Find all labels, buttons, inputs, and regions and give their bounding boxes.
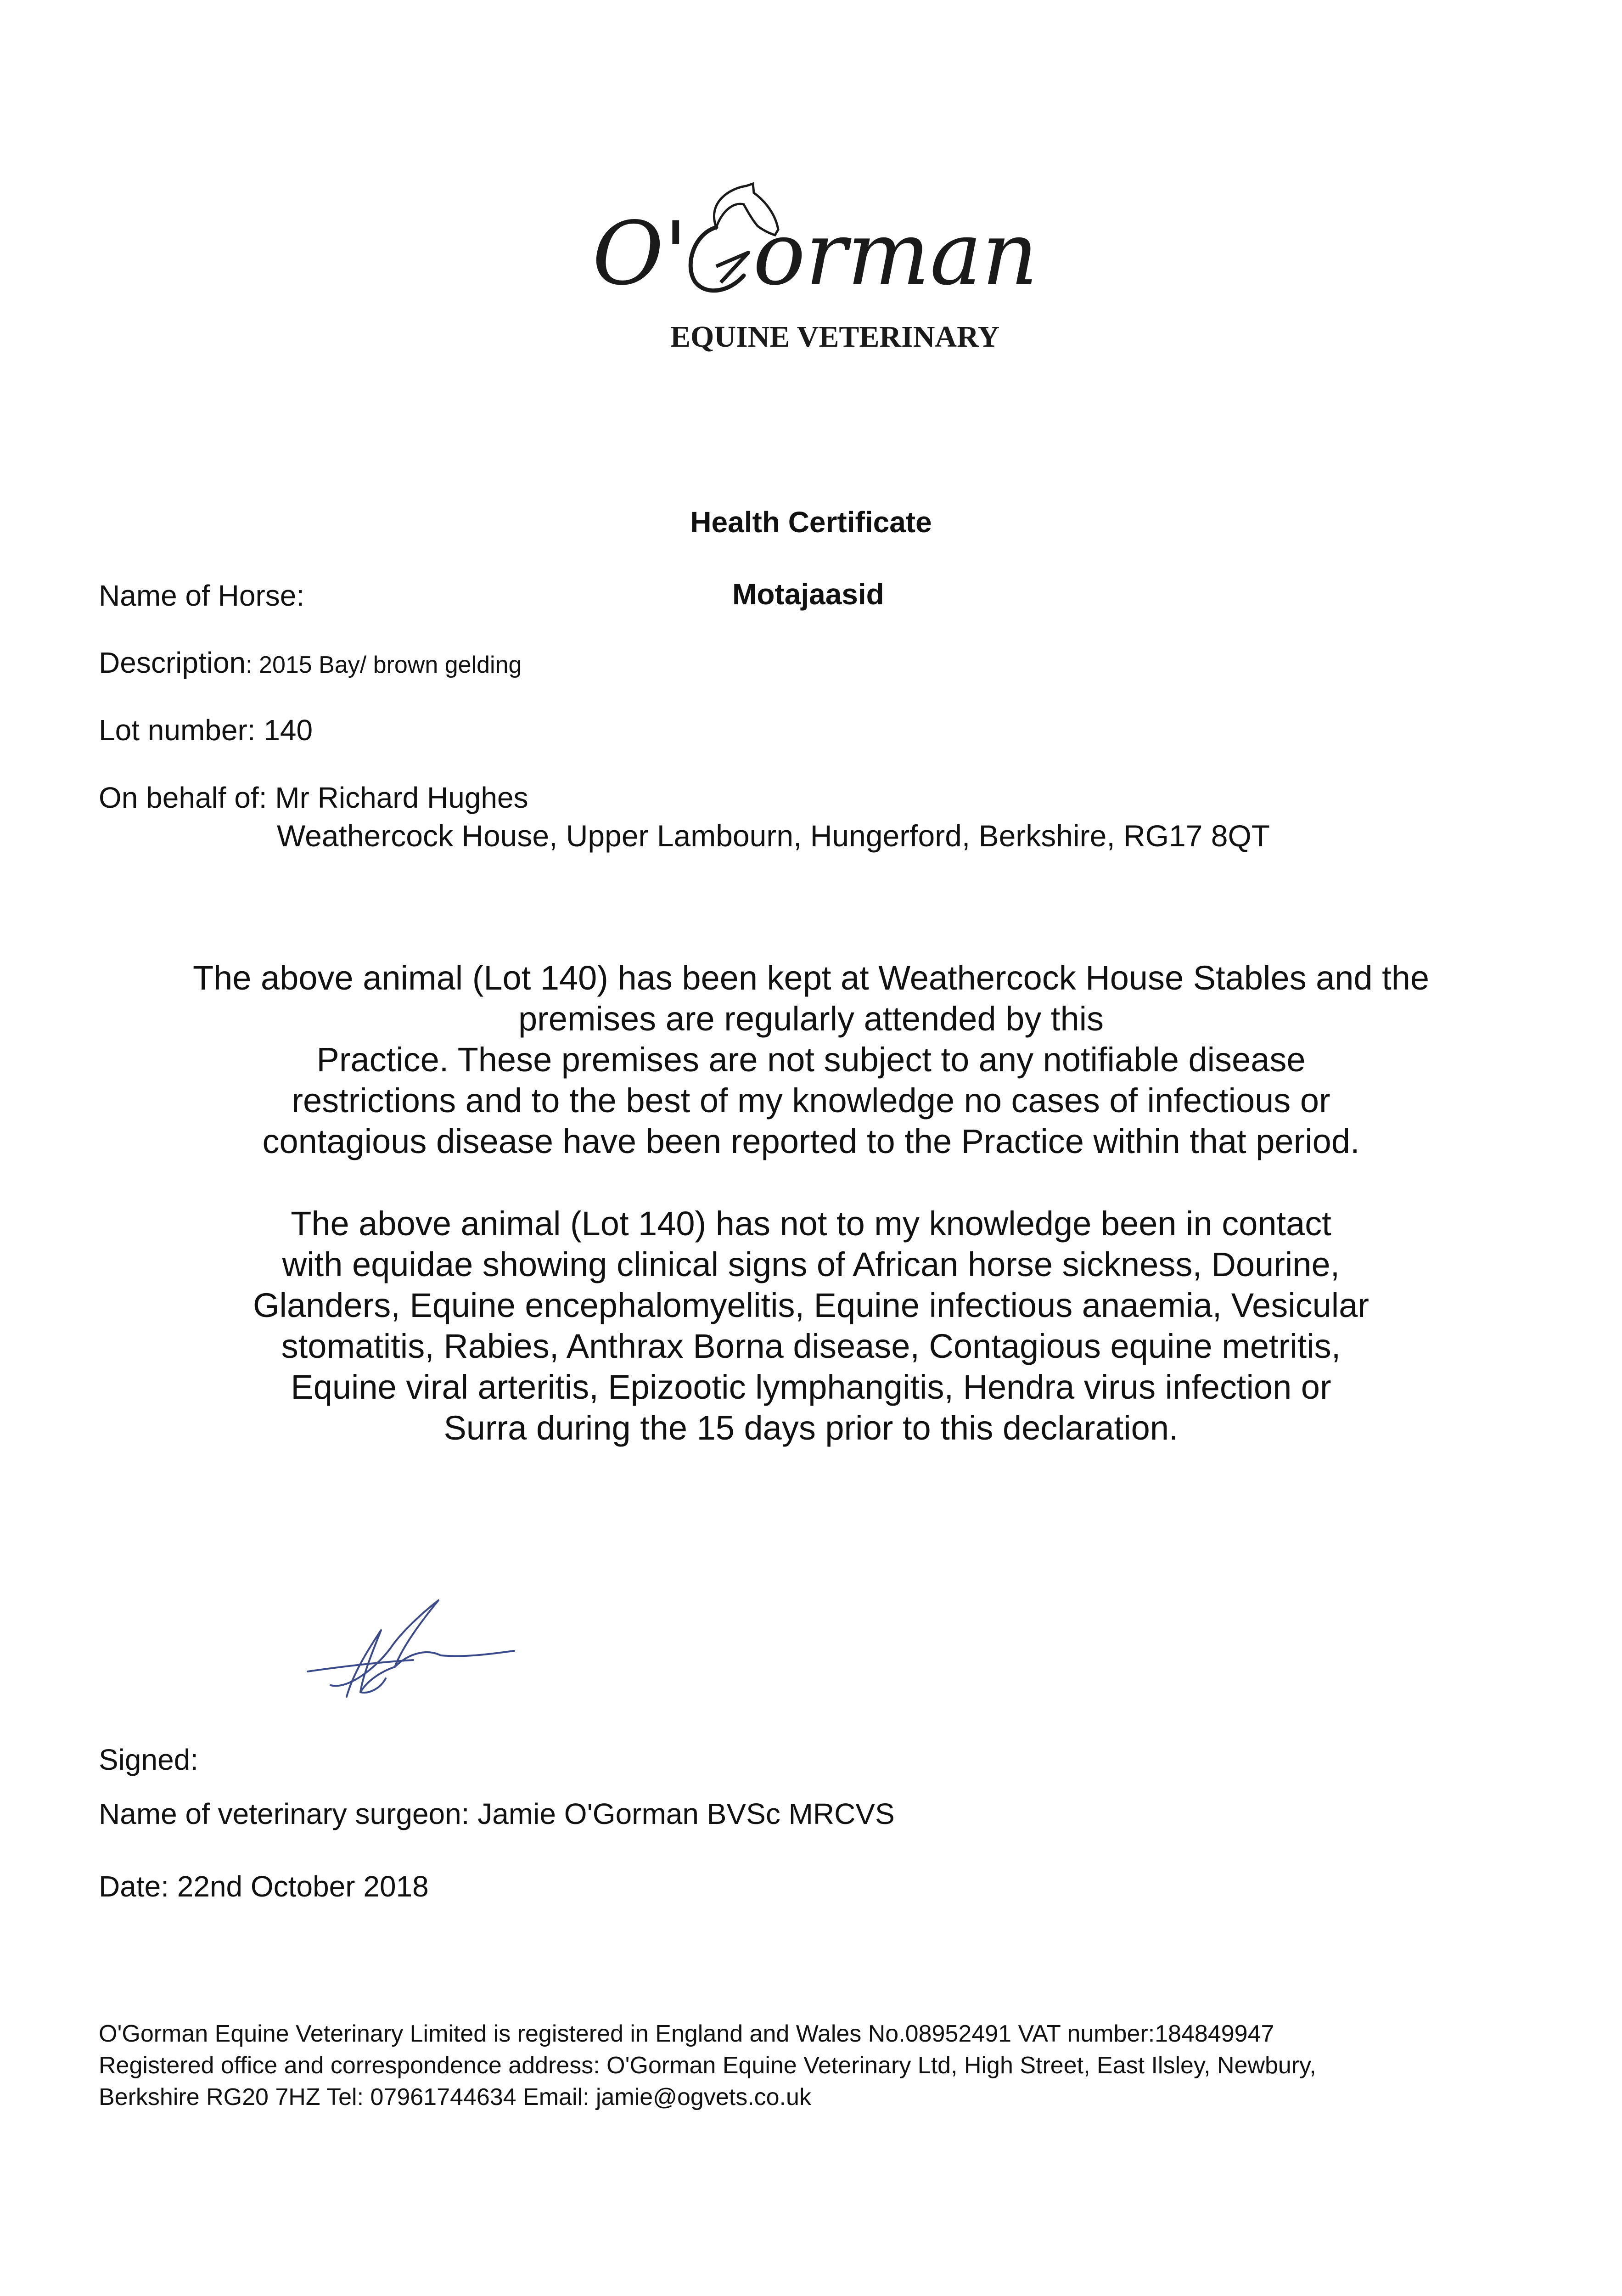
footer-line: O'Gorman Equine Veterinary Limited is registered in England and Wales No.08952491 VAT number:184849947	[99, 2020, 1274, 2047]
paragraph-line: The above animal (Lot 140) has been kept at Weathercock House Stables and the	[192, 959, 1430, 997]
paragraph-line: Surra during the 15 days prior to this declaration.	[443, 1409, 1179, 1447]
company-logo	[592, 184, 1038, 367]
signature-icon	[303, 1598, 523, 1704]
signed-label: Signed:	[99, 1743, 199, 1776]
description-label: Description	[99, 646, 246, 679]
lot-number: Lot number: 140	[99, 714, 313, 747]
paragraph-line: Glanders, Equine encephalomyelitis, Equine infectious anaemia, Vesicular	[253, 1286, 1369, 1324]
logo-name-prefix: O'	[592, 203, 688, 304]
paragraph-line: Equine viral arteritis, Epizootic lymphangitis, Hendra virus infection or	[291, 1368, 1331, 1406]
veterinary-surgeon: Name of veterinary surgeon: Jamie O'Gorman BVSc MRCVS	[99, 1797, 895, 1830]
description-value: : 2015 Bay/ brown gelding	[246, 652, 522, 678]
owner-address: Weathercock House, Upper Lambourn, Hungerford, Berkshire, RG17 8QT	[277, 819, 1270, 853]
certificate-date: Date: 22nd October 2018	[99, 1870, 429, 1903]
paragraph-line: with equidae showing clinical signs of African horse sickness, Dourine,	[282, 1245, 1340, 1283]
horse-head-logo-icon	[592, 184, 1038, 367]
certificate-title: Health Certificate	[690, 506, 932, 539]
paragraph-line: Practice. These premises are not subject to any notifiable disease	[316, 1041, 1306, 1079]
paragraph-line: restrictions and to the best of my knowledge no cases of infectious or	[292, 1081, 1330, 1120]
signature-image	[303, 1598, 523, 1704]
horse-name: Motajaasid	[732, 578, 884, 611]
footer-line: Registered office and correspondence address: O'Gorman Equine Veterinary Ltd, High Street, East Ilsley, Newbury,	[99, 2052, 1316, 2079]
description-row	[99, 644, 522, 683]
paragraph-line: contagious disease have been reported to the Practice within that period.	[262, 1122, 1360, 1160]
paragraph-line: premises are regularly attended by this	[518, 1000, 1104, 1038]
declaration-paragraph-2	[138, 1203, 1484, 1448]
logo-subtitle: EQUINE VETERINARY	[670, 320, 1000, 354]
footer-line: Berkshire RG20 7HZ Tel: 07961744634 Email: jamie@ogvets.co.uk	[99, 2084, 811, 2110]
on-behalf-of: On behalf of: Mr Richard Hughes	[99, 781, 528, 814]
paragraph-line: The above animal (Lot 140) has not to my knowledge been in contact	[291, 1204, 1331, 1243]
name-of-horse-label: Name of Horse:	[99, 579, 305, 612]
paragraph-line: stomatitis, Rabies, Anthrax Borna disease, Contagious equine metritis,	[281, 1327, 1341, 1365]
declaration-paragraph-1	[138, 957, 1484, 1162]
company-footer	[99, 2018, 1316, 2113]
logo-name-suffix: orman	[753, 203, 1038, 304]
